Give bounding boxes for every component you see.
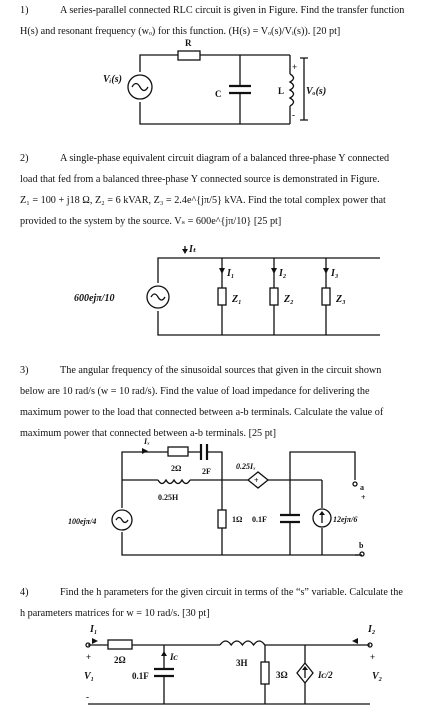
q3-label-r2: 2Ω [171, 464, 182, 473]
q4-label-dep: Iᴄ/2 [318, 670, 333, 680]
q4-inductor-3h [220, 641, 265, 645]
q3-label-025h: 0.25H [158, 493, 179, 502]
q4-text-2: h parameters matrices for w = 10 rad/s. [30 pt] [20, 608, 210, 619]
q3-text-4: maximum power that connected between a-b terminals. [25 pt] [20, 428, 277, 439]
q1-label-minus: - [292, 110, 295, 120]
q2-text-3: Z₁ = 100 + j18 Ω, Z₂ = 6 kVAR, Z₃ = 2.4e^{jπ/5} kVA. Find the total complex power that [20, 195, 386, 206]
q3-label-dep-plus: + [254, 476, 259, 485]
q4-label-r2: 2Ω [114, 655, 126, 665]
q1-label-r: R [185, 38, 192, 48]
q4-resistor-3ohm [261, 662, 269, 684]
q4-resistor-2ohm [108, 640, 132, 649]
q4-label-r3: 3Ω [276, 670, 288, 680]
q1-label-vi: Vᵢ(s) [103, 74, 122, 85]
q3-label-dep: 0.25Iₓ [236, 462, 256, 471]
q3-label-b: b [359, 541, 364, 550]
q2-label-source: 600ejπ/10 [74, 293, 115, 304]
q3-text-3: maximum power to the load that connected between a-b terminals. Calculate the value of [20, 407, 384, 418]
q1-text-1: A series-parallel connected RLC circuit is given in Figure. Find the transfer function [60, 5, 405, 16]
q4-label-plus-1: + [86, 652, 92, 662]
q3-label-01f: 0.1F [252, 515, 267, 524]
q2-label-i1: I₁ [227, 268, 235, 279]
q3-label-src2: 12ejπ/6 [333, 515, 358, 524]
q3-number: 3) [20, 365, 29, 376]
q1-label-c: C [215, 89, 222, 99]
q4-label-v2: V₂ [372, 671, 383, 682]
q4-label-plus-2: + [370, 652, 376, 662]
q2-text-4: provided to the system by the source. Vₛ = 600e^{jπ/10} [25 pt] [20, 216, 282, 227]
q4-number: 4) [20, 587, 29, 598]
q3-label-src1: 100ejπ/4 [68, 517, 97, 526]
q2-text-2: load that fed from a balanced three-phase Y connected source is demonstrated in Figure. [20, 174, 380, 185]
q4-label-v1: V₁ [84, 671, 95, 682]
q1-label-plus: + [292, 62, 298, 72]
q2-text-1: A single-phase equivalent circuit diagram of a balanced three-phase Y connected [60, 153, 390, 164]
q4-label-minus-1: - [86, 692, 89, 702]
q3-label-ix: Iₓ [144, 437, 150, 446]
q2-label-z1: Z₁ [232, 294, 242, 305]
q4-text-1: Find the h parameters for the given circuit in terms of the “s” variable. Calculate the [60, 587, 403, 598]
q3-label-a: a [360, 483, 364, 492]
q2-number: 2) [20, 153, 29, 164]
q2-label-i3: I₃ [331, 268, 339, 279]
q3-label-2f: 2F [202, 467, 211, 476]
q4-capacitor-01f [154, 669, 174, 676]
q2-label-z3: Z₃ [336, 294, 346, 305]
q3-text-2: below are 10 rad/s (w = 10 rad/s). Find the value of load impedance for delivering the [20, 386, 370, 397]
q3-text-1: The angular frequency of the sinusoidal sources that given in the circuit shown [60, 365, 382, 376]
q4-label-i1: I₁ [90, 624, 98, 635]
q2-label-z2: Z₂ [284, 294, 294, 305]
q4-label-ic: Iᴄ [170, 652, 178, 662]
q4-label-i2: I₂ [368, 624, 376, 635]
q3-label-r1: 1Ω [232, 515, 243, 524]
q1-label-l: L [278, 86, 285, 96]
q2-label-it: Iₜ [189, 244, 197, 255]
q3-label-plus: + [361, 493, 366, 502]
q4-label-01f: 0.1F [132, 671, 149, 681]
q1-label-vo: Vₒ(s) [306, 86, 327, 97]
q1-number: 1) [20, 5, 29, 16]
q4-label-3h: 3H [236, 658, 248, 668]
q2-label-i2: I₂ [279, 268, 287, 279]
q1-text-2: H(s) and resonant frequency (wₒ) for this function. (H(s) = Vₒ(s)/Vᵢ(s)). [20 pt] [20, 26, 341, 37]
